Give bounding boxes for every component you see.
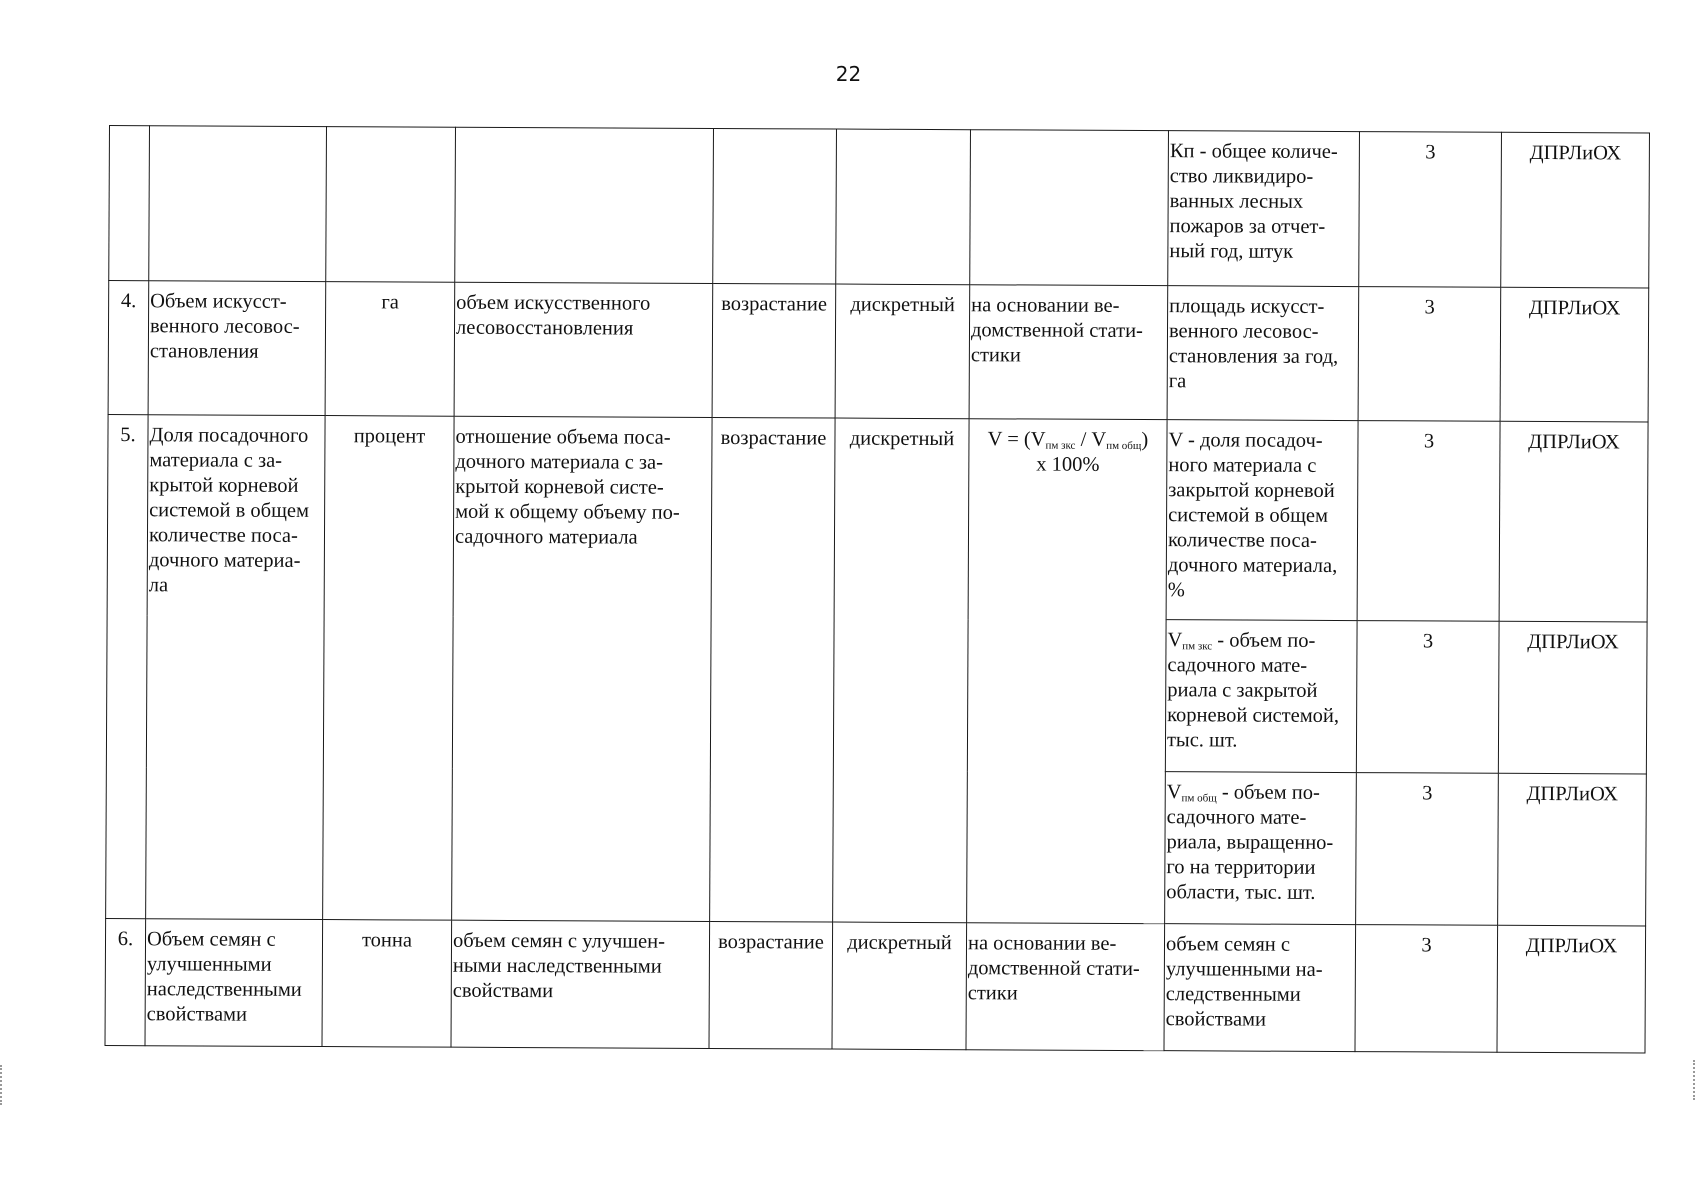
page-number: 22 <box>835 62 862 86</box>
indicator-unit <box>326 127 456 283</box>
table-row <box>105 918 1646 1053</box>
data-source: ДПРЛиОХ <box>1498 773 1647 926</box>
indicator-definition: отношение объема поса- дочного материала с за- крытой корневой систе- мой к общему объему по- садочного материала <box>452 416 712 921</box>
indicator-definition <box>455 127 714 283</box>
component-description <box>1164 924 1356 1052</box>
data-source: ДПРЛиОХ <box>1501 132 1650 288</box>
indicator-type: дискретный <box>832 922 967 1050</box>
indicator-direction: возрастание <box>712 283 836 418</box>
indicator-definition: объем семян с улучшен- ными наследственными свойствами <box>451 920 710 1048</box>
component-code: 3 <box>1356 773 1499 926</box>
row-number: 5. <box>106 414 148 918</box>
calculation-method: на основании ве- домственной стати- стики <box>969 285 1168 420</box>
component-variable: V <box>1166 781 1182 804</box>
formula-lhs: V = (V <box>987 428 1046 451</box>
formula-multiplier: х 100% <box>1036 453 1100 476</box>
component-text: - объем по- садочного мате- риала с закрытой корневой системой, тыс. шт. <box>1166 629 1340 752</box>
indicator-name: Доля посадочного материала с за- крытой корневой системой в общем количестве поса- дочного материа- ла <box>146 415 325 920</box>
component-code: 3 <box>1356 621 1499 774</box>
data-source: ДПРЛиОХ <box>1499 421 1648 622</box>
component-description <box>1167 286 1359 421</box>
scan-edge-mark <box>1693 1060 1697 1100</box>
indicator-unit: га <box>325 282 455 417</box>
component-code: 3 <box>1359 132 1502 288</box>
component-subscript: пм зкс <box>1182 640 1213 653</box>
indicator-type: дискретный <box>835 284 970 419</box>
row-number: 6. <box>105 918 146 1045</box>
table-row <box>107 414 1648 622</box>
component-description <box>1165 620 1357 773</box>
indicator-direction: возрастание <box>709 921 833 1049</box>
component-text: - объем по- садочного мате- риала, выращенно- го на территории области, тыс. шт. <box>1166 781 1334 904</box>
row-number: 4. <box>108 281 149 415</box>
component-text: V - доля посадоч- ного материала с закрытой корневой системой в общем количестве поса- дочного материала, % <box>1167 429 1338 602</box>
formula-divide: / V <box>1075 428 1107 451</box>
component-text: площадь искусст- венного лесовос- становления за год, га <box>1168 295 1339 393</box>
indicator-unit: тонна <box>322 920 452 1048</box>
indicator-definition: объем искусственного лесовосстановления <box>454 282 713 417</box>
data-source: ДПРЛиОХ <box>1497 925 1646 1053</box>
component-description <box>1166 420 1358 621</box>
component-text: объем семян с улучшенными на- следственными свойствами <box>1165 933 1323 1031</box>
component-code: 3 <box>1355 925 1498 1053</box>
indicator-unit: процент <box>323 416 454 921</box>
calculation-method: на основании ве- домственной стати- стики <box>966 923 1165 1051</box>
indicator-name: Объем семян с улучшенными наследственными свойствами <box>145 919 323 1047</box>
component-code: 3 <box>1357 421 1500 622</box>
component-code: 3 <box>1358 287 1501 422</box>
table-row <box>108 281 1649 423</box>
component-variable: V <box>1167 629 1183 652</box>
indicator-type <box>836 129 971 285</box>
indicator-type: дискретный <box>833 418 969 923</box>
indicator-direction: возрастание <box>710 417 835 922</box>
calculation-formula <box>967 419 1167 924</box>
formula-close: ) <box>1141 429 1149 452</box>
indicator-name: Объем искусст- венного лесовос- становления <box>148 281 326 416</box>
component-description <box>1165 772 1357 925</box>
calculation-method <box>970 130 1169 286</box>
table-row <box>109 126 1650 289</box>
indicator-direction <box>713 128 837 284</box>
formula-subscript: пм зкс <box>1045 439 1076 452</box>
component-subscript: пм общ <box>1181 792 1217 805</box>
formula-subscript: пм общ <box>1106 439 1142 453</box>
component-description <box>1168 131 1360 287</box>
component-text: Кп - общее количе- ство ликвидиро- ванных лесных пожаров за отчет- ный год, штук <box>1169 140 1338 263</box>
data-source: ДПРЛиОХ <box>1498 621 1647 774</box>
row-number <box>109 126 150 281</box>
indicator-name <box>149 126 327 282</box>
data-source: ДПРЛиОХ <box>1500 287 1649 422</box>
indicators-table <box>104 125 1649 1054</box>
scan-edge-mark <box>0 1065 4 1105</box>
